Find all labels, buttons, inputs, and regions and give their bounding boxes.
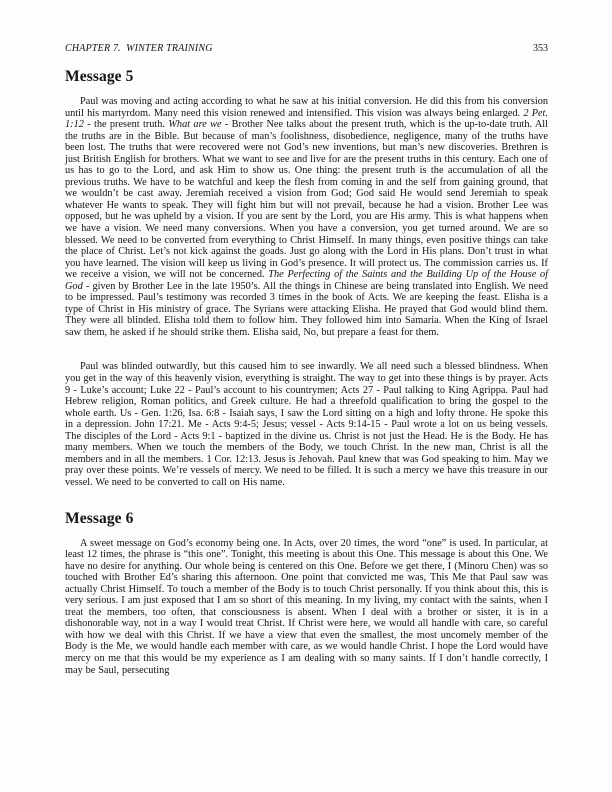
paragraph-message5-2 bbox=[65, 361, 548, 488]
text-run: - Brother Nee talks about the present truth, which is the up-to-date truth. All the truths are in the Bible. But because of man’s foolishness, disobedience, negligence, many of the truths have been lost. The truths that were recovered were not God’s new inventions, but man’s new discoveries. Brethren is just British English for brothers. What we want to see and live for are the present truths in this century. Each one of us has to go to the Lord, and ask Him to show us. One thing: the present truth is the accumulation of all the previous truths. We have to be watchful and keep the flesh from coming in and the self from gaining ground, that we wouldn’t be cast away. Jeremiah received a vision from God; God said He would send Jeremiah to speak whatever He wants to speak. They will fight him but will not prevail, because he had a vision. Brother Lee was opposed, but he was upheld by a vision. If you are sent by the Lord, you are His army. This is what happens when we have a vision. We need many conversions. When you have a conversion, you get turned around. We are so blessed. We need to be converted from everything to Christ Himself. In many things, even positive things can take the place of Christ. Let’s not kick against the goads. Just go along with the Lord in His plans. Don’t trust in what you have learned. The vision will keep us living in God’s presence. It will protect us. The commission carries us. If we receive a vision, we will not be concerned. bbox=[65, 119, 548, 281]
section-heading-message-5: Message 5 bbox=[65, 68, 134, 85]
text-block bbox=[65, 43, 548, 676]
text-run: Paul was moving and acting according to what he saw at his initial conversion. He did this from his conversion until his martyrdom. Many need this vision renewed and intensified. This vision was always being enlarged. bbox=[65, 96, 548, 119]
text-run: - given by Brother Lee in the late 1950’s. All the things in Chinese are being translated into English. We need to be impressed. Paul’s testimony was recorded 3 times in the book of Acts. We are keeping the feast. Elisha is a type of Christ in His ministry of grace. The Syrians were attacking Elisha. He prayed that God would blind them. They were all blinded. Elisha told them to follow him. They followed him into Samaria. When the King of Israel saw them, he asked if he should strike them. Elisha said, No, but prepare a feast for them. bbox=[65, 280, 548, 338]
text-run: - the present truth. bbox=[83, 119, 169, 131]
running-header bbox=[65, 43, 548, 55]
page-number: 353 bbox=[533, 43, 548, 54]
phrase-italic: What are we bbox=[168, 119, 222, 131]
text-run: Paul was blinded outwardly, but this caused him to see inwardly. We all need such a blessed blindness. When you get in the way of this heavenly vision, everything is straight. The way to get into these things is by prayer. Acts 9 - Luke’s account; Luke 22 - Paul’s account to his countrymen; Acts 27 - Paul talking to King Agrippa. Paul had Hebrew religion, Roman politics, and Greek culture. He had a threefold qualification to bring the gospel to the whole earth. Us - Gen. 1:26, Isa. 6:8 - Isaiah says, I saw the Lord sitting on a high and lofty throne. He spoke this in a depression. John 17:21. Me - Acts 9:4-5; Jesus; vessel - Acts 9:14-15 - Paul wrote a lot on us being vessels. The disciples of the Lord - Acts 9:1 - baptized in the divine us. Christ is not just the Head. He is the Body. He has many members. When we touch the members of the Body, we touch Christ. In the new man, Christ is all the members and in all the members. 1 Cor. 12:13. Jesus is Jehovah. Paul knew that was God speaking to him. May we pray over these points. We’re vessels of mercy. We need to be filled. It is such a mercy we have this treasure in our vessel. We need to be converted to call on His name. bbox=[65, 361, 548, 488]
paragraph-message6-1 bbox=[65, 538, 548, 677]
verse-reference-italic: 2 Pet. 1:12 bbox=[65, 107, 548, 131]
text-run: A sweet message on God’s economy being one. In Acts, over 20 times, the word “one” is used. In particular, at least 12 times, the phrase is “this one”. Tonight, this meeting is about this One. This message is about this One. We have no desire for anything. Our whole being is centered on this One. Before we get there, I (Minoru Chen) was so touched with Brother Ed’s sharing this afternoon. One point that convicted me was, This Me that Paul saw was actually Christ Himself. To touch a member of the Body is to touch Christ personally. If you think about this, this is very serious. I am just exposed that I am so short of this meaning. In my living, my contact with the saints, when I treat the members, too often, that consciousness is absent. When I deal with a brother or sister, it is in a dishonorable way, not in a way I would treat Christ. If Christ were here, we would all handle with care, so careful with how we deal with this Christ. If we have a view that even the smallest, the most uncomely member of the Body is the Me, we would handle each member with care, as we would handle Christ. I hope the Lord would have mercy on me that this would be my experience as I am dealing with so many saints. If I don’t handle correctly, I may be Saul, persecuting bbox=[65, 537, 548, 676]
paragraph-message5-1 bbox=[65, 96, 548, 338]
section-heading-message-6: Message 6 bbox=[65, 509, 134, 527]
chapter-title: CHAPTER 7. WINTER TRAINING bbox=[65, 43, 213, 54]
book-title-italic: The Perfecting of the Saints and the Building Up of the House of God bbox=[65, 269, 548, 292]
